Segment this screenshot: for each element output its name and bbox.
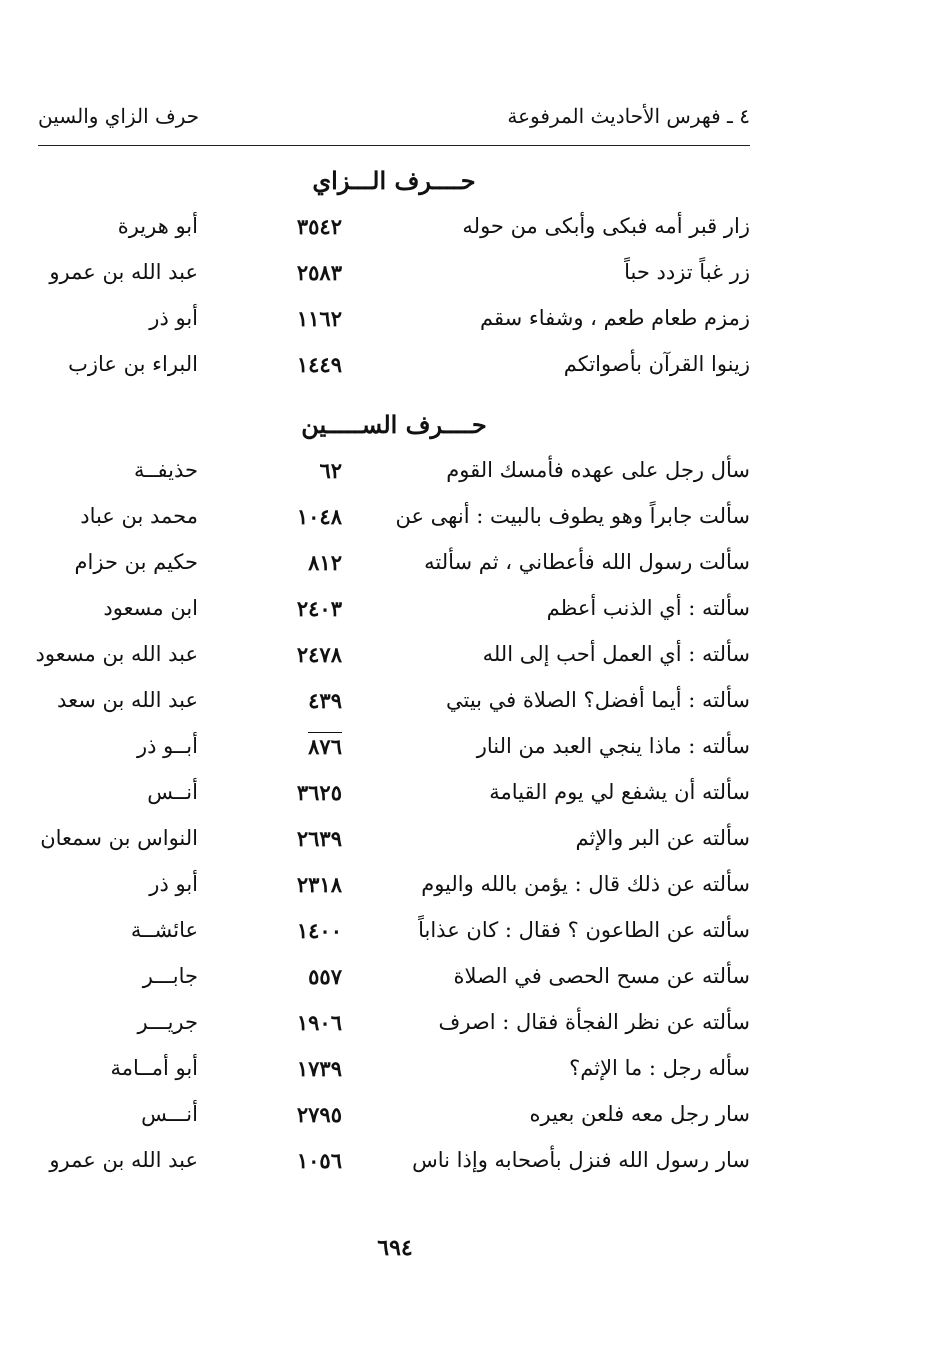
narrator: أبو أمــامة — [110, 1056, 198, 1080]
section-title-zay: حــــرف الـــزاي — [312, 166, 476, 195]
index-row — [0, 306, 950, 346]
hadith-number: ٣٦٢٥ — [296, 780, 342, 805]
hadith-text: زر غباً تزدد حباً — [624, 260, 750, 284]
narrator: جريـــر — [137, 1010, 198, 1034]
narrator: محمد بن عباد — [80, 504, 198, 528]
hadith-number: ٢٥٨٣ — [296, 260, 342, 285]
hadith-number: ٣٥٤٢ — [296, 214, 342, 239]
index-row — [0, 1010, 950, 1050]
narrator: عبد الله بن عمرو — [49, 260, 198, 284]
hadith-text: سألته عن البر والإثم — [575, 826, 750, 850]
index-row — [0, 872, 950, 912]
hadith-text: سألت جابراً وهو يطوف بالبيت : أنهى عن — [395, 504, 750, 528]
hadith-text: سألته عن ذلك قال : يؤمن بالله واليوم — [421, 872, 750, 896]
index-row — [0, 780, 950, 820]
hadith-number: ٢٧٩٥ — [296, 1102, 342, 1127]
hadith-text: سألت رسول الله فأعطاني ، ثم سألته — [424, 550, 750, 574]
hadith-text: سألته : ماذا ينجي العبد من النار — [476, 734, 750, 758]
hadith-text: سألته أن يشفع لي يوم القيامة — [489, 780, 750, 804]
hadith-number: ٢٦٣٩ — [296, 826, 342, 851]
hadith-number-overlined: ٨٧٦ — [308, 734, 342, 759]
index-row — [0, 734, 950, 774]
narrator: عبد الله بن عمرو — [49, 1148, 198, 1172]
hadith-number: ٨١٢ — [308, 550, 342, 575]
hadith-text: زينوا القرآن بأصواتكم — [563, 352, 750, 376]
section-title-seen: حــــرف الســـــين — [301, 410, 487, 439]
index-row — [0, 1102, 950, 1142]
hadith-text: سار رجل معه فلعن بعيره — [529, 1102, 750, 1126]
narrator: جابـــر — [142, 964, 198, 988]
narrator: عبد الله بن سعد — [57, 688, 198, 712]
narrator: أنـــس — [141, 1102, 198, 1126]
index-row — [0, 1056, 950, 1096]
index-row — [0, 352, 950, 392]
hadith-number — [262, 734, 342, 759]
narrator: أبو هريرة — [117, 214, 198, 238]
index-row — [0, 596, 950, 636]
hadith-text: زمزم طعام طعم ، وشفاء سقم — [479, 306, 750, 330]
index-row — [0, 458, 950, 498]
hadith-number: ١١٦٢ — [296, 306, 342, 331]
narrator: عبد الله بن مسعود — [35, 642, 198, 666]
hadith-number: ٢٣١٨ — [296, 872, 342, 897]
hadith-number: ٢٤٧٨ — [296, 642, 342, 667]
hadith-text: سار رسول الله فنزل بأصحابه وإذا ناس — [412, 1148, 750, 1172]
index-row — [0, 214, 950, 254]
index-row — [0, 688, 950, 728]
index-row — [0, 642, 950, 682]
hadith-text: سأل رجل على عهده فأمسك القوم — [446, 458, 750, 482]
index-row — [0, 260, 950, 300]
hadith-text: سألته عن مسح الحصى في الصلاة — [453, 964, 750, 988]
narrator: أنــس — [147, 780, 198, 804]
hadith-number: ١٠٤٨ — [296, 504, 342, 529]
hadith-number: ١٤٠٠ — [296, 918, 342, 943]
header-rule — [38, 145, 750, 146]
running-head — [38, 104, 750, 138]
index-row — [0, 964, 950, 1004]
index-row — [0, 918, 950, 958]
narrator: أبو ذر — [149, 872, 198, 896]
hadith-number: ٥٥٧ — [308, 964, 342, 989]
section-running-title: حرف الزاي والسين — [38, 104, 200, 128]
narrator: أبــو ذر — [136, 734, 198, 758]
hadith-number: ١٠٥٦ — [296, 1148, 342, 1173]
hadith-number: ٤٣٩ — [308, 688, 342, 713]
hadith-text: سألته عن نظر الفجأة فقال : اصرف — [438, 1010, 750, 1034]
page-number: ٦٩٤ — [377, 1235, 413, 1261]
hadith-text: سألته : أي العمل أحب إلى الله — [482, 642, 750, 666]
index-row — [0, 504, 950, 544]
hadith-number: ١٩٠٦ — [296, 1010, 342, 1035]
narrator: النواس بن سمعان — [40, 826, 198, 850]
hadith-text: سألته : أيما أفضل؟ الصلاة في بيتي — [445, 688, 750, 712]
index-row — [0, 550, 950, 590]
hadith-number: ١٤٤٩ — [296, 352, 342, 377]
hadith-text: سأله رجل : ما الإثم؟ — [569, 1056, 750, 1080]
hadith-text: سألته : أي الذنب أعظم — [546, 596, 750, 620]
hadith-number: ٦٢ — [319, 458, 342, 483]
hadith-text: زار قبر أمه فبكى وأبكى من حوله — [462, 214, 750, 238]
chapter-title: ٤ ـ فهرس الأحاديث المرفوعة — [507, 104, 750, 128]
narrator: ابن مسعود — [103, 596, 198, 620]
hadith-number: ١٧٣٩ — [296, 1056, 342, 1081]
narrator: البراء بن عازب — [68, 352, 198, 376]
index-row — [0, 1148, 950, 1188]
hadith-number: ٢٤٠٣ — [296, 596, 342, 621]
narrator: حكيم بن حزام — [74, 550, 198, 574]
hadith-text: سألته عن الطاعون ؟ فقال : كان عذاباً — [418, 918, 750, 942]
narrator: أبو ذر — [149, 306, 198, 330]
narrator: عائشــة — [130, 918, 198, 942]
narrator: حذيفــة — [133, 458, 198, 482]
index-row — [0, 826, 950, 866]
